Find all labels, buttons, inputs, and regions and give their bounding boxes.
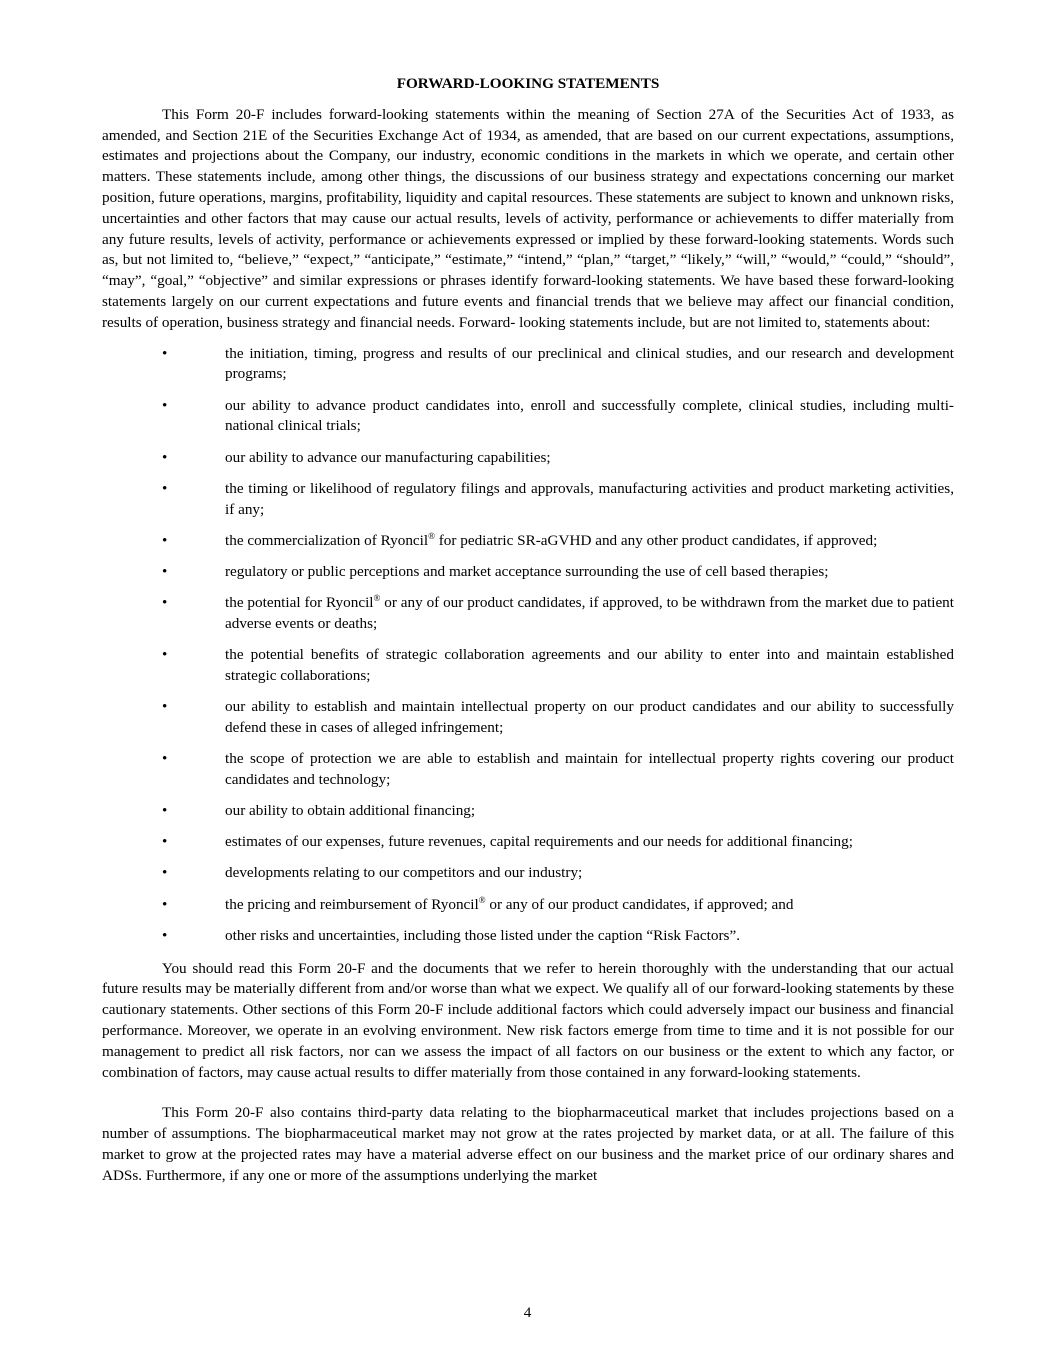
registered-mark: ® (428, 530, 435, 541)
list-item (102, 396, 954, 438)
list-item (102, 832, 954, 853)
list-item-text: other risks and uncertainties, including those listed under the caption “Risk Factors”. (225, 926, 740, 944)
bullet-icon: • (162, 833, 168, 851)
list-item (102, 749, 954, 791)
list-item-text: the potential benefits of strategic collaboration agreements and our ability to enter into and maintain established strategic collaborations; (225, 646, 954, 684)
bullet-icon: • (162, 396, 168, 414)
market-data-paragraph: This Form 20-F also contains third-party data relating to the biopharmaceutical market that includes projections based on a number of assumptions. The biopharmaceutical market may not grow at the rates projected by market data, or at all. The failure of this market to grow at the projected rates may have a material adverse effect on our business and the market price of our ordinary shares and ADSs. Furthermore, if any one or more of the assumptions underlying the market (102, 1104, 954, 1184)
list-item-text: the initiation, timing, progress and results of our preclinical and clinical studies, and our research and development programs; (225, 344, 954, 383)
intro-paragraph: This Form 20-F includes forward-looking statements within the meaning of Section 27A of the Securities Act of 1933, as amended, and Section 21E of the Securities Exchange Act of 1934, as amended, that are based on our current expectations, assumptions, estimates and projections about the Company, our industry, economic conditions in the markets in which we operate, and certain other matters. These statements include, among other things, the discussions of our business strategy and expectations concerning our market position, future operations, margins, profitability, liquidity and capital resources. These statements are subject to known and unknown risks, uncertainties and other factors that may cause our actual results, levels of activity, performance or achievements to differ materially from any future results, levels of activity, performance or achievements expressed or implied by these forward-looking statements. Words such as, but not limited to, “believe,” “expect,” “anticipate,” “estimate,” “intend,” “plan,” “target,” “likely,” “will,” “would,” “could,” “should”, “may”, “goal,” “objective” and similar expressions or phrases identify forward-looking statements. We have based these forward-looking statements largely on our current expectations and future events and financial trends that we believe may affect our financial condition, results of operation, business strategy and financial needs. Forward- looking statements include, but are not limited to, statements about: (102, 105, 954, 331)
list-item-text: the pricing and reimbursement of Ryoncil (225, 895, 479, 913)
list-item-text: or any of our product candidates, if approved, to be withdrawn from the market due to patient adverse events or deaths; (225, 594, 954, 632)
page-number: 4 (523, 1304, 532, 1321)
list-item-text: our ability to advance product candidates into, enroll and successfully complete, clinical studies, including multi-national clinical trials; (225, 396, 954, 435)
section-title: FORWARD-LOOKING STATEMENTS (396, 75, 660, 92)
list-item-text: developments relating to our competitors and our industry; (225, 864, 583, 882)
list-item (102, 344, 954, 386)
list-item (102, 697, 954, 739)
registered-mark: ® (478, 894, 486, 905)
list-item-text: the potential for Ryoncil (225, 594, 374, 612)
document-page (102, 74, 954, 1187)
list-item (102, 926, 954, 947)
list-item (102, 531, 954, 552)
bullet-icon: • (162, 531, 168, 549)
list-item-text: our ability to advance our manufacturing capabilities; (225, 448, 551, 466)
list-item-text: the commercialization of Ryoncil (225, 531, 429, 549)
list-item (102, 479, 954, 521)
bullet-icon: • (162, 802, 168, 820)
bullet-icon: • (162, 864, 168, 882)
bullet-icon: • (162, 594, 168, 612)
bullet-icon: • (162, 344, 168, 362)
list-item (102, 863, 954, 884)
cautionary-paragraph: You should read this Form 20-F and the documents that we refer to herein thoroughly with the understanding that our actual future results may be materially different from and/or worse than what we expect. We qualify all of our forward-looking statements by these cautionary statements. Other sections of this Form 20-F include additional factors which could adversely impact our business and financial performance. Moreover, we operate in an evolving environment. New risk factors emerge from time to time and it is not possible for our management to predict all risk factors, nor can we assess the impact of all factors on our business or the extent to which any factor, or combination of factors, may cause actual results to differ materially from those contained in any forward-looking statements. (102, 959, 954, 1081)
bullet-icon: • (162, 479, 168, 497)
list-item (102, 645, 954, 687)
bullet-icon: • (162, 750, 168, 768)
bullet-icon: • (162, 895, 168, 913)
list-item (102, 895, 954, 916)
list-item-text: the scope of protection we are able to establish and maintain for intellectual property rights covering our product candidates and technology; (225, 750, 954, 788)
list-item-text: for pediatric SR-aGVHD and any other product candidates, if approved; (434, 531, 878, 549)
list-item (102, 448, 954, 469)
list-item (102, 562, 954, 583)
bullet-icon: • (162, 698, 168, 716)
bullet-icon: • (162, 448, 168, 466)
bullet-list (102, 344, 954, 947)
registered-mark: ® (373, 593, 381, 604)
list-item-text: estimates of our expenses, future revenues, capital requirements and our needs for additional financing; (225, 833, 853, 851)
bullet-icon: • (162, 646, 168, 664)
list-item-text: our ability to obtain additional financing; (225, 802, 476, 820)
list-item-text: or any of our product candidates, if approved; and (485, 895, 794, 913)
bullet-icon: • (162, 926, 168, 944)
list-item (102, 593, 954, 635)
bullet-icon: • (162, 562, 168, 580)
list-item-text: the timing or likelihood of regulatory filings and approvals, manufacturing activities and product marketing activities, if any; (225, 479, 954, 518)
list-item-text: our ability to establish and maintain intellectual property on our product candidates and our ability to successfully defend these in cases of alleged infringement; (225, 698, 954, 736)
list-item (102, 801, 954, 822)
list-item-text: regulatory or public perceptions and market acceptance surrounding the use of cell based therapies; (225, 562, 829, 580)
